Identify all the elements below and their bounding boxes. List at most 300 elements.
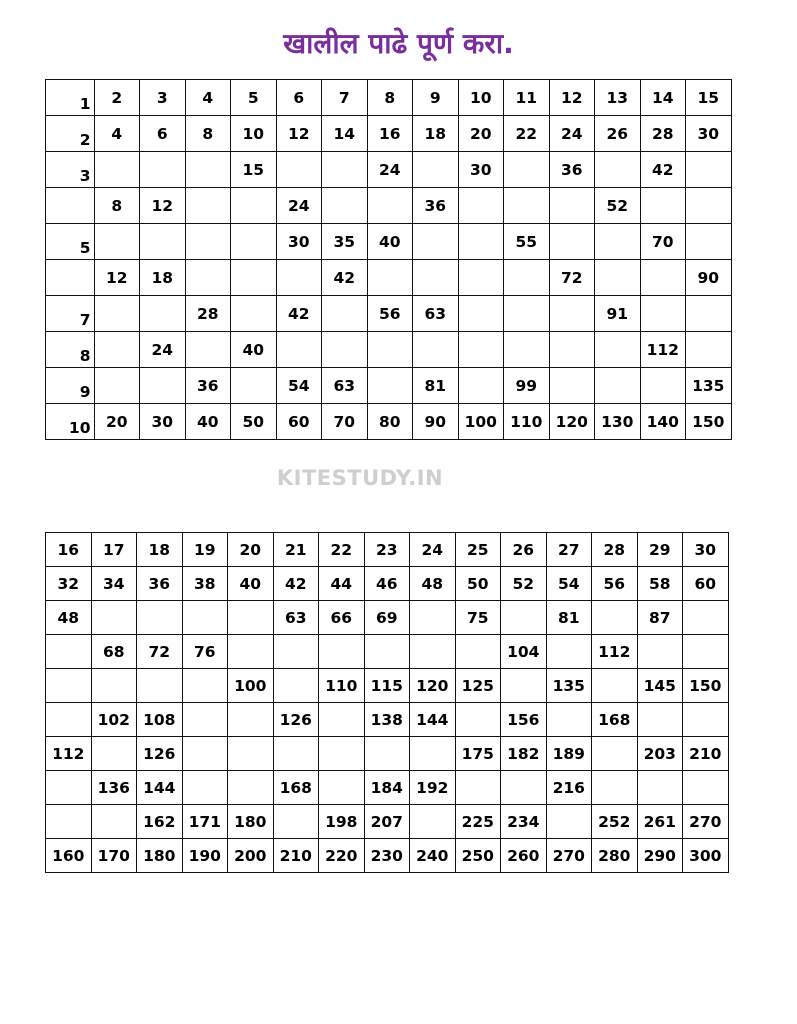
table-cell: 102 <box>91 703 137 737</box>
table-cell <box>91 737 137 771</box>
table-cell: 22 <box>319 533 365 567</box>
table-cell <box>410 635 456 669</box>
table-cell: 300 <box>683 839 729 873</box>
table-cell <box>276 332 322 368</box>
table-cell <box>140 296 186 332</box>
table-cell: 112 <box>46 737 92 771</box>
table-cell: 28 <box>640 116 686 152</box>
table-cell: 22 <box>504 116 550 152</box>
table-row <box>46 601 729 635</box>
table-cell: 70 <box>640 224 686 260</box>
table-cell: 10 <box>46 404 95 440</box>
table-cell: 104 <box>501 635 547 669</box>
table-cell <box>504 152 550 188</box>
table-cell: 58 <box>637 567 683 601</box>
table-cell: 240 <box>410 839 456 873</box>
table-cell <box>455 771 501 805</box>
table-cell <box>595 332 641 368</box>
table-cell: 170 <box>91 839 137 873</box>
table-cell: 66 <box>319 601 365 635</box>
table-cell <box>276 152 322 188</box>
table-cell: 140 <box>640 404 686 440</box>
table-cell: 145 <box>637 669 683 703</box>
table-cell <box>595 224 641 260</box>
table-cell: 11 <box>504 80 550 116</box>
table-cell <box>504 188 550 224</box>
table-cell: 50 <box>231 404 277 440</box>
table-cell: 7 <box>46 296 95 332</box>
table-cell: 42 <box>273 567 319 601</box>
table-cell: 18 <box>413 116 459 152</box>
table-row <box>46 224 732 260</box>
table-cell <box>413 152 459 188</box>
table-cell <box>683 771 729 805</box>
table-cell: 14 <box>322 116 368 152</box>
table-cell <box>46 771 92 805</box>
table-cell: 10 <box>458 80 504 116</box>
table-cell: 190 <box>182 839 228 873</box>
table-cell: 9 <box>46 368 95 404</box>
table-cell: 100 <box>228 669 274 703</box>
table-cell: 60 <box>276 404 322 440</box>
table-cell <box>595 368 641 404</box>
table-row <box>46 152 732 188</box>
table-cell <box>46 805 92 839</box>
table-row <box>46 533 729 567</box>
table-cell: 112 <box>592 635 638 669</box>
table-cell <box>273 805 319 839</box>
table-cell: 54 <box>276 368 322 404</box>
table-cell: 280 <box>592 839 638 873</box>
table-cell: 24 <box>276 188 322 224</box>
table-cell <box>322 152 368 188</box>
table-cell: 225 <box>455 805 501 839</box>
table-cell <box>410 601 456 635</box>
table-cell: 112 <box>640 332 686 368</box>
table-cell: 40 <box>367 224 413 260</box>
table-cell <box>458 260 504 296</box>
table-cell <box>319 737 365 771</box>
table-cell <box>592 737 638 771</box>
table-cell <box>46 669 92 703</box>
table-row <box>46 737 729 771</box>
table-cell: 270 <box>683 805 729 839</box>
table-cell: 23 <box>364 533 410 567</box>
table-cell: 8 <box>367 80 413 116</box>
table-cell: 30 <box>458 152 504 188</box>
table-cell <box>367 368 413 404</box>
table-cell <box>182 737 228 771</box>
table-cell: 8 <box>46 332 95 368</box>
table-row <box>46 567 729 601</box>
table-cell: 10 <box>231 116 277 152</box>
table-cell: 75 <box>455 601 501 635</box>
table-cell <box>94 368 140 404</box>
table-cell: 220 <box>319 839 365 873</box>
table-cell <box>683 635 729 669</box>
table-cell: 99 <box>504 368 550 404</box>
table-row <box>46 805 729 839</box>
table-cell <box>686 152 732 188</box>
table-cell: 175 <box>455 737 501 771</box>
table-cell: 91 <box>595 296 641 332</box>
table-cell <box>182 669 228 703</box>
table-cell: 68 <box>91 635 137 669</box>
table-cell: 125 <box>455 669 501 703</box>
table-cell <box>140 152 186 188</box>
table-cell: 126 <box>273 703 319 737</box>
table-cell: 252 <box>592 805 638 839</box>
table-cell: 180 <box>228 805 274 839</box>
table-cell: 20 <box>94 404 140 440</box>
table-cell: 40 <box>185 404 231 440</box>
table-cell <box>458 188 504 224</box>
table-cell: 150 <box>686 404 732 440</box>
table-cell <box>319 771 365 805</box>
table-cell: 138 <box>364 703 410 737</box>
table-cell <box>276 260 322 296</box>
table-cell: 50 <box>455 567 501 601</box>
table-cell <box>319 703 365 737</box>
table-cell: 52 <box>595 188 641 224</box>
table-cell: 8 <box>185 116 231 152</box>
table-cell <box>322 188 368 224</box>
table-cell <box>137 601 183 635</box>
table-cell <box>182 703 228 737</box>
table-cell: 12 <box>94 260 140 296</box>
table-cell <box>182 771 228 805</box>
table-cell <box>458 296 504 332</box>
table-cell <box>549 332 595 368</box>
table-cell <box>683 703 729 737</box>
table-cell: 56 <box>592 567 638 601</box>
table-cell: 3 <box>46 152 95 188</box>
table-cell: 35 <box>322 224 368 260</box>
table-row <box>46 839 729 873</box>
table-cell: 36 <box>185 368 231 404</box>
table-cell <box>228 703 274 737</box>
table-cell <box>595 152 641 188</box>
table-cell <box>137 669 183 703</box>
table-cell: 171 <box>182 805 228 839</box>
table-cell: 2 <box>94 80 140 116</box>
table-cell: 42 <box>322 260 368 296</box>
table-cell <box>455 635 501 669</box>
table-cell <box>364 737 410 771</box>
table-cell: 168 <box>592 703 638 737</box>
table-cell: 180 <box>137 839 183 873</box>
table-cell <box>231 224 277 260</box>
table-cell: 168 <box>273 771 319 805</box>
watermark-text: KITESTUDY.IN <box>276 466 444 490</box>
table-cell <box>185 188 231 224</box>
table-cell <box>592 601 638 635</box>
table-cell: 30 <box>686 116 732 152</box>
table-cell: 40 <box>231 332 277 368</box>
table-cell: 25 <box>455 533 501 567</box>
table-cell: 29 <box>637 533 683 567</box>
table-cell <box>686 224 732 260</box>
table-cell: 207 <box>364 805 410 839</box>
table-cell: 36 <box>549 152 595 188</box>
table-cell: 210 <box>683 737 729 771</box>
table-cell: 189 <box>546 737 592 771</box>
table-cell <box>413 224 459 260</box>
table-cell <box>273 635 319 669</box>
multiplication-table-16-to-30 <box>45 532 729 873</box>
table-cell <box>228 737 274 771</box>
table-cell <box>413 260 459 296</box>
table-row <box>46 332 732 368</box>
table-cell <box>94 332 140 368</box>
table-cell: 36 <box>137 567 183 601</box>
table-cell: 63 <box>413 296 459 332</box>
table-cell: 6 <box>276 80 322 116</box>
table-cell <box>549 368 595 404</box>
table-cell: 19 <box>182 533 228 567</box>
table-cell <box>185 152 231 188</box>
table-cell <box>91 601 137 635</box>
table-cell: 24 <box>140 332 186 368</box>
table-cell: 144 <box>410 703 456 737</box>
table-cell: 28 <box>185 296 231 332</box>
table-cell: 15 <box>231 152 277 188</box>
table-cell: 234 <box>501 805 547 839</box>
table-cell: 130 <box>595 404 641 440</box>
table-cell <box>501 669 547 703</box>
table-cell: 108 <box>137 703 183 737</box>
table-cell: 69 <box>364 601 410 635</box>
table-row <box>46 260 732 296</box>
table-row <box>46 771 729 805</box>
table-cell <box>549 188 595 224</box>
table-cell <box>185 260 231 296</box>
table-cell <box>549 224 595 260</box>
table-cell <box>94 296 140 332</box>
table-row <box>46 296 732 332</box>
table-cell: 70 <box>322 404 368 440</box>
table-cell <box>458 332 504 368</box>
table-cell: 203 <box>637 737 683 771</box>
table-cell <box>686 188 732 224</box>
table-cell: 27 <box>546 533 592 567</box>
table-cell <box>367 188 413 224</box>
table-cell <box>46 635 92 669</box>
table-cell: 81 <box>546 601 592 635</box>
table-cell: 42 <box>276 296 322 332</box>
table-cell <box>546 635 592 669</box>
table-row <box>46 116 732 152</box>
table-cell: 150 <box>683 669 729 703</box>
table-cell: 30 <box>683 533 729 567</box>
table-cell: 261 <box>637 805 683 839</box>
table-cell: 20 <box>228 533 274 567</box>
table-cell: 4 <box>185 80 231 116</box>
table-cell: 120 <box>549 404 595 440</box>
table-cell: 160 <box>46 839 92 873</box>
table-cell: 90 <box>413 404 459 440</box>
table-cell: 30 <box>276 224 322 260</box>
table-cell: 34 <box>91 567 137 601</box>
table-cell: 56 <box>367 296 413 332</box>
table-cell: 20 <box>458 116 504 152</box>
table-cell <box>410 737 456 771</box>
table-cell: 216 <box>546 771 592 805</box>
table-cell: 63 <box>322 368 368 404</box>
table-cell <box>686 296 732 332</box>
table-row <box>46 368 732 404</box>
table-cell: 2 <box>46 116 95 152</box>
table-cell <box>640 260 686 296</box>
table-cell: 44 <box>319 567 365 601</box>
table-cell <box>458 368 504 404</box>
table-cell <box>273 737 319 771</box>
table-cell <box>637 771 683 805</box>
table-cell: 16 <box>367 116 413 152</box>
table-cell <box>501 771 547 805</box>
table-cell <box>546 805 592 839</box>
table-cell: 260 <box>501 839 547 873</box>
table-cell: 24 <box>367 152 413 188</box>
table-cell <box>91 669 137 703</box>
table-cell: 80 <box>367 404 413 440</box>
table-row <box>46 669 729 703</box>
table-cell <box>94 224 140 260</box>
table-cell: 48 <box>410 567 456 601</box>
table-cell: 135 <box>686 368 732 404</box>
table-cell <box>182 601 228 635</box>
table-cell: 156 <box>501 703 547 737</box>
table-cell: 192 <box>410 771 456 805</box>
table-cell <box>185 224 231 260</box>
table-cell: 81 <box>413 368 459 404</box>
table-cell: 63 <box>273 601 319 635</box>
table-cell: 250 <box>455 839 501 873</box>
table-cell <box>364 635 410 669</box>
table-cell: 6 <box>140 116 186 152</box>
table-cell: 52 <box>501 567 547 601</box>
table-cell: 200 <box>228 839 274 873</box>
table-cell <box>549 296 595 332</box>
table-cell <box>637 703 683 737</box>
table-row <box>46 703 729 737</box>
table-cell: 184 <box>364 771 410 805</box>
table-cell <box>273 669 319 703</box>
table-cell <box>413 332 459 368</box>
table-cell: 26 <box>595 116 641 152</box>
table-cell: 270 <box>546 839 592 873</box>
table-cell <box>367 332 413 368</box>
table-cell: 36 <box>413 188 459 224</box>
table-cell: 54 <box>546 567 592 601</box>
table-cell <box>640 296 686 332</box>
table-cell: 115 <box>364 669 410 703</box>
table-row <box>46 80 732 116</box>
table-cell: 24 <box>549 116 595 152</box>
table-cell: 1 <box>46 80 95 116</box>
table-cell: 230 <box>364 839 410 873</box>
table-cell: 198 <box>319 805 365 839</box>
table-cell: 76 <box>182 635 228 669</box>
table-cell: 72 <box>549 260 595 296</box>
table-cell: 126 <box>137 737 183 771</box>
table-cell: 7 <box>322 80 368 116</box>
table-cell: 3 <box>140 80 186 116</box>
table-cell <box>455 703 501 737</box>
table-cell <box>501 601 547 635</box>
table-cell <box>640 368 686 404</box>
table-cell <box>640 188 686 224</box>
table-cell: 5 <box>231 80 277 116</box>
table-cell <box>46 188 95 224</box>
table-cell: 8 <box>94 188 140 224</box>
worksheet-title: खालील पाढे पूर्ण करा. <box>283 27 514 60</box>
multiplication-table-1-to-15 <box>45 79 732 440</box>
table-cell <box>231 260 277 296</box>
table-cell: 30 <box>140 404 186 440</box>
table-cell: 87 <box>637 601 683 635</box>
table-cell: 60 <box>683 567 729 601</box>
table-cell <box>319 635 365 669</box>
table-cell: 18 <box>137 533 183 567</box>
table-cell: 110 <box>504 404 550 440</box>
table-cell: 40 <box>228 567 274 601</box>
table-cell <box>140 224 186 260</box>
table-cell: 13 <box>595 80 641 116</box>
table-cell: 9 <box>413 80 459 116</box>
table-cell: 12 <box>140 188 186 224</box>
table-cell: 5 <box>46 224 95 260</box>
table-cell <box>46 703 92 737</box>
table-row <box>46 635 729 669</box>
table-cell: 90 <box>686 260 732 296</box>
table-cell: 72 <box>137 635 183 669</box>
table-cell <box>228 771 274 805</box>
table-cell <box>322 332 368 368</box>
table-cell: 290 <box>637 839 683 873</box>
table-cell <box>595 260 641 296</box>
table-cell: 100 <box>458 404 504 440</box>
table-cell <box>367 260 413 296</box>
table-cell <box>46 260 95 296</box>
table-cell <box>91 805 137 839</box>
table-cell <box>683 601 729 635</box>
table-cell <box>228 635 274 669</box>
table-cell <box>231 188 277 224</box>
table-cell <box>231 296 277 332</box>
table-cell: 18 <box>140 260 186 296</box>
table-cell <box>140 368 186 404</box>
table-cell: 28 <box>592 533 638 567</box>
table-cell <box>637 635 683 669</box>
table-cell <box>546 703 592 737</box>
table-cell <box>458 224 504 260</box>
table-cell: 21 <box>273 533 319 567</box>
table-cell: 32 <box>46 567 92 601</box>
table-cell <box>504 260 550 296</box>
table-cell: 135 <box>546 669 592 703</box>
table-cell <box>592 771 638 805</box>
table-cell <box>410 805 456 839</box>
table-cell: 210 <box>273 839 319 873</box>
table-cell: 144 <box>137 771 183 805</box>
table-cell: 12 <box>549 80 595 116</box>
table-cell: 55 <box>504 224 550 260</box>
table-cell <box>322 296 368 332</box>
table-row <box>46 404 732 440</box>
table-cell <box>185 332 231 368</box>
table-cell: 26 <box>501 533 547 567</box>
